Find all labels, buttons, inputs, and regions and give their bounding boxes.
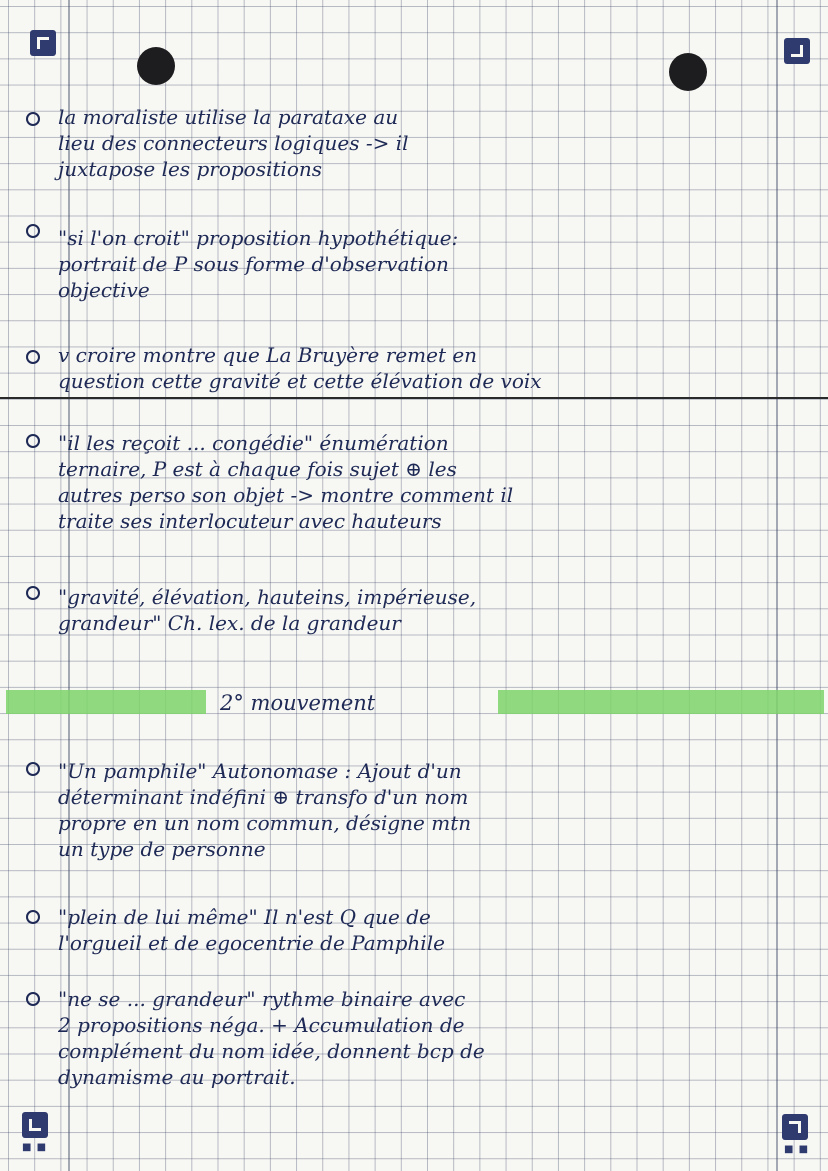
note-paragraph xyxy=(58,430,818,534)
note-paragraph xyxy=(58,342,818,394)
note-line: 2 propositions néga. + Accumulation de xyxy=(58,1013,465,1037)
note-line: question cette gravité et cette élévation de voix xyxy=(58,369,542,393)
bullet-icon xyxy=(26,350,40,364)
corner-marker-bottom-left-icon xyxy=(22,1112,48,1138)
note-line: autres perso son objet -> montre comment il xyxy=(58,483,514,507)
note-line: la moraliste utilise la parataxe au xyxy=(58,105,399,129)
bullet-icon xyxy=(26,910,40,924)
note-line: l'orgueil et de egocentrie de Pamphile xyxy=(58,931,445,955)
binder-hole-left xyxy=(137,47,175,85)
note-line: "ne se ... grandeur" rythme binaire avec xyxy=(58,987,466,1011)
section-divider xyxy=(0,397,828,399)
note-line: un type de personne xyxy=(58,837,266,861)
note-line: "si l'on croit" proposition hypothétique: xyxy=(58,226,459,250)
bullet-icon xyxy=(26,586,40,600)
corner-marker-bottom-right-icon xyxy=(782,1114,808,1140)
note-paragraph xyxy=(58,225,818,303)
note-paragraph xyxy=(58,104,818,182)
bullet-icon xyxy=(26,992,40,1006)
corner-dots-icon: ■ ■ xyxy=(784,1144,810,1155)
bullet-icon xyxy=(26,434,40,448)
corner-marker-top-right-icon xyxy=(784,38,810,64)
note-line: "il les reçoit ... congédie" énumération xyxy=(58,431,449,455)
bullet-icon xyxy=(26,224,40,238)
note-line: propre en un nom commun, désigne mtn xyxy=(58,811,472,835)
bullet-icon xyxy=(26,762,40,776)
note-line: dynamisme au portrait. xyxy=(58,1065,296,1089)
note-line: lieu des connecteurs logiques -> il xyxy=(58,131,409,155)
highlight-bar-left xyxy=(6,690,206,714)
note-paragraph xyxy=(58,758,818,862)
binder-hole-right xyxy=(669,53,707,91)
highlight-bar-right xyxy=(498,690,824,714)
note-paragraph xyxy=(58,584,818,636)
corner-dots-icon: ■ ■ xyxy=(22,1142,48,1153)
note-line: traite ses interlocuteur avec hauteurs xyxy=(58,509,442,533)
note-line: objective xyxy=(58,278,150,302)
note-paragraph xyxy=(58,904,818,956)
note-line: "Un pamphile" Autonomase : Ajout d'un xyxy=(58,759,462,783)
note-line: ternaire, P est à chaque fois sujet ⊕ les xyxy=(58,457,457,481)
note-line: grandeur" Ch. lex. de la grandeur xyxy=(58,611,401,635)
bullet-icon xyxy=(26,112,40,126)
note-line: complément du nom idée, donnent bcp de xyxy=(58,1039,485,1063)
note-line: v croire montre que La Bruyère remet en xyxy=(58,343,478,367)
corner-marker-top-left-icon xyxy=(30,30,56,56)
note-line: "gravité, élévation, hauteins, impérieuse, xyxy=(58,585,477,609)
note-line: juxtapose les propositions xyxy=(58,157,323,181)
note-line: "plein de lui même" Il n'est Q que de xyxy=(58,905,431,929)
section-heading: 2° mouvement xyxy=(220,691,376,715)
note-line: déterminant indéfini ⊕ transfo d'un nom xyxy=(58,785,469,809)
note-line: portrait de P sous forme d'observation xyxy=(58,252,449,276)
note-paragraph xyxy=(58,986,818,1090)
